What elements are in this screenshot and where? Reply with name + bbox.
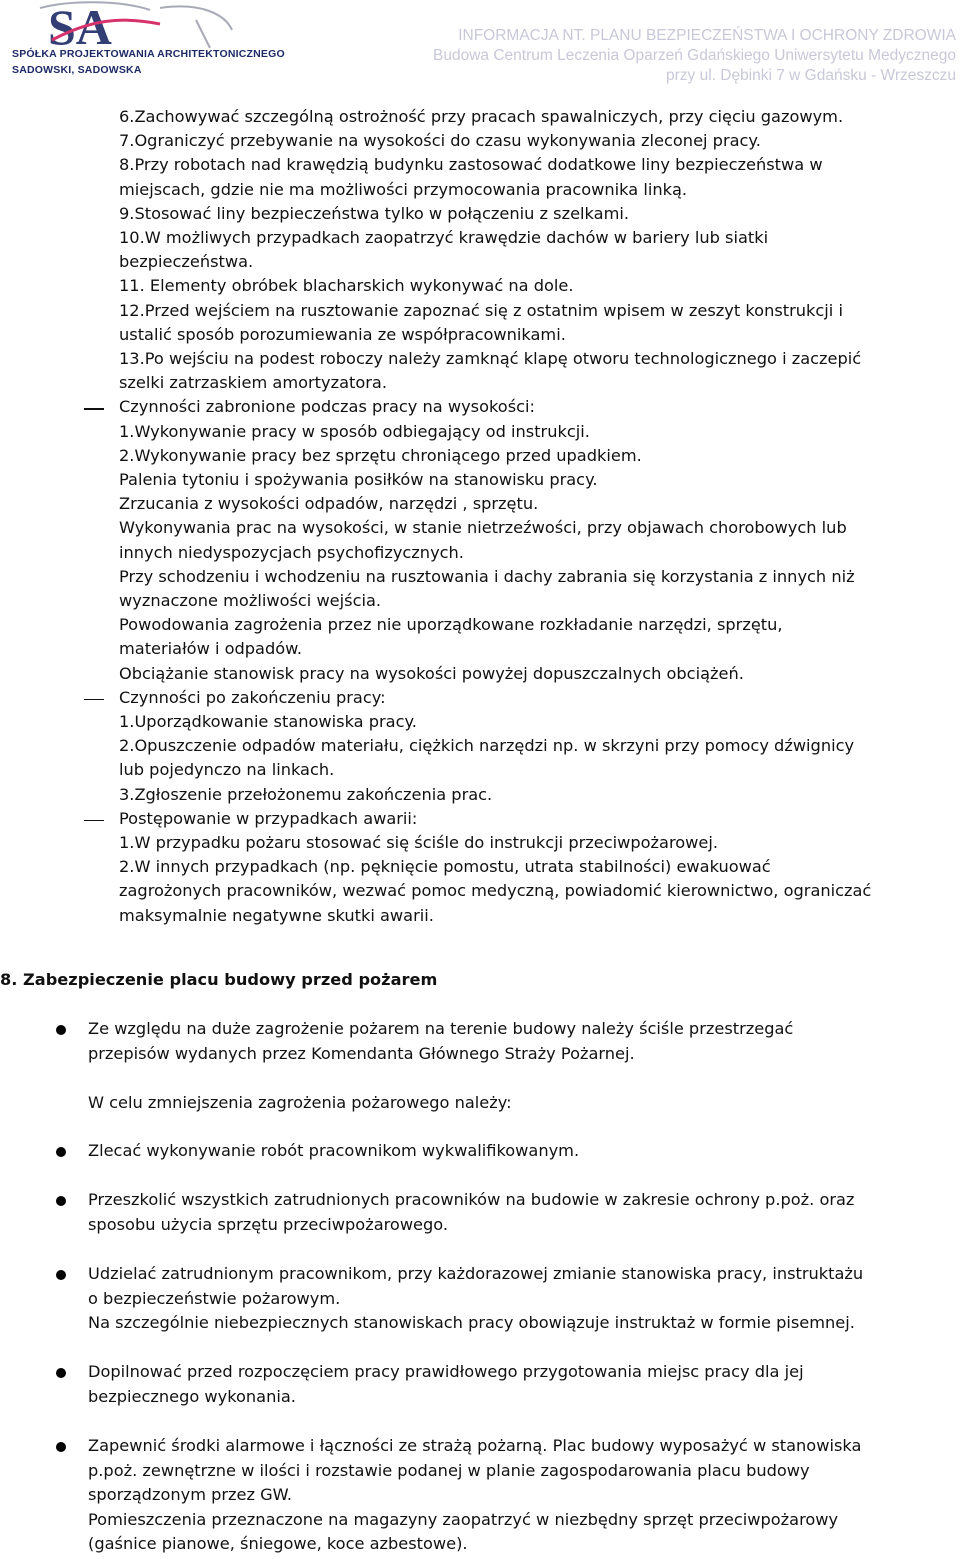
fire-bullet-6-line-3: sporządzonym przez GW. [88,1485,292,1504]
bullet-6-icon [56,1442,66,1452]
fire-bullet-4-line-2: o bezpieczeństwie pożarowym. [88,1288,341,1308]
logo-mark-icon [0,0,240,50]
forbidden-item-6-line-1: Przy schodzeniu i wchodzeniu na rusztowania i dachy zabrania się korzystania z innych niż [119,566,855,586]
rule-2-line-1: 7.Ograniczyć przebywanie na wysokości do czasu wykonywania zleconej pracy. [119,131,761,151]
rule-6-line-1: 11. Elementy obróbek blacharskich wykonywać na dole. [119,276,574,296]
forbidden-heading: Czynności zabronione podczas pracy na wysokości: [119,397,535,417]
forbidden-item-5-line-1: Wykonywania prac na wysokości, w stanie nietrzeźwości, przy objawach chorobowych lub [119,518,847,538]
after-work-heading: Czynności po zakończeniu pracy: [119,687,386,707]
fire-bullet-6-line-5: (gaśnice pianowe, śniegowe, koce azbestowe). [88,1534,468,1553]
logo-company-name: SPÓŁKA PROJEKTOWANIA ARCHITEKTONICZNEGO [12,48,285,60]
fire-bullet-4-line-3: Na szczególnie niebezpiecznych stanowiskach pracy obowiązuje instruktaż w formie pisemnej. [88,1313,855,1332]
bullet-4-icon [56,1270,66,1280]
bullet-1-icon [56,1025,66,1035]
rule-1-line-1: 6.Zachowywać szczególną ostrożność przy pracach spawalniczych, przy cięciu gazowym. [119,107,844,126]
forbidden-item-7-line-2: materiałów i odpadów. [119,639,303,659]
forbidden-item-1-line-1: 1.Wykonywanie pracy w sposób odbiegający od instrukcji. [119,421,590,441]
rule-4-line-1: 9.Stosować liny bezpieczeństwa tylko w połączeniu z szelkami. [119,203,629,223]
bullet-3-icon [56,1196,66,1206]
fire-bullet-1-line-1: Ze względu na duże zagrożenie pożarem na terenie budowy należy ściśle przestrzegać [88,1019,794,1038]
rule-3-line-1: 8.Przy robotach nad krawędzią budynku zastosować dodatkowe liny bezpieczeństwa w [119,155,823,175]
rule-8-line-2: szelki zatrzaskiem amortyzatora. [119,373,387,393]
after-work-dash-icon [84,699,104,701]
fire-bullet-5-line-2: bezpiecznego wykonania. [88,1386,296,1406]
fire-bullet-5-line-1: Dopilnować przed rozpoczęciem pracy prawidłowego przygotowania miejsc pracy dla jej [88,1362,804,1381]
forbidden-item-4-line-1: Zrzucania z wysokości odpadów, narzędzi , sprzętu. [119,494,539,514]
fire-bullet-6-line-2: p.poż. zewnętrzne w ilości i rozstawie podanej w planie zagospodarowania placu budowy [88,1460,810,1480]
forbidden-item-5-line-2: innych niedyspozycjach psychofizycznych. [119,542,464,562]
company-logo [0,0,285,86]
bullet-2-icon [56,1147,66,1157]
forbidden-item-3-line-1: Palenia tytoniu i spożywania posiłków na stanowisku pracy. [119,470,598,489]
fire-bullet-2-line-1: Zlecać wykonywanie robót pracownikom wykwalifikowanym. [88,1141,580,1160]
forbidden-item-8-line-1: Obciążanie stanowisk pracy na wysokości powyżej dopuszczalnych obciążeń. [119,663,744,683]
forbidden-dash-icon [84,408,104,410]
after-work-item-3-line-1: 3.Zgłoszenie przełożonemu zakończenia prac. [119,784,493,804]
logo-owners: SADOWSKI, SADOWSKA [12,64,142,76]
section-8-title: 8. Zabezpieczenie placu budowy przed pożarem [0,970,438,989]
forbidden-item-6-line-2: wyznaczone możliwości wejścia. [119,591,382,610]
rule-3-line-2: miejscach, gdzie nie ma możliwości przymocowania pracownika linką. [119,179,688,199]
forbidden-item-7-line-1: Powodowania zagrożenia przez nie uporządkowane rozkładanie narzędzi, sprzętu, [119,615,783,635]
fire-bullet-4-line-1: Udzielać zatrudnionym pracownikom, przy każdorazowej zmianie stanowiska pracy, instruktażu [88,1264,864,1283]
rule-7-line-2: ustalić sposób porozumiewania ze współpracownikami. [119,324,566,344]
svg-text:SA: SA [48,0,112,50]
emergency-item-2-line-1: 2.W innych przypadkach (np. pęknięcie pomostu, utrata stabilności) ewakuować [119,857,771,877]
fire-bullet-1-line-2: przepisów wydanych przez Komendanta Głównego Straży Pożarnej. [88,1043,635,1063]
fire-bullet-6-line-1: Zapewnić środki alarmowe i łączności ze strażą pożarną. Plac budowy wyposażyć w stanowiska [88,1436,862,1455]
after-work-item-2-line-2: lub pojedynczo na linkach. [119,760,335,780]
rule-5-line-2: bezpieczeństwa. [119,252,254,272]
header-project: Budowa Centrum Leczenia Oparzeń Gdańskiego Uniwersytetu Medycznego [433,47,956,64]
emergency-dash-icon [84,820,104,822]
emergency-item-1-line-1: 1.W przypadku pożaru stosować się ściśle do instrukcji przeciwpożarowej. [119,833,718,852]
after-work-item-1-line-1: 1.Uporządkowanie stanowiska pracy. [119,712,417,731]
fire-bullet-3-line-1: Przeszkolić wszystkich zatrudnionych pracowników na budowie w zakresie ochrony p.poż. oraz [88,1190,855,1209]
forbidden-item-2-line-1: 2.Wykonywanie pracy bez sprzętu chroniącego przed upadkiem. [119,445,642,465]
fire-note: W celu zmniejszenia zagrożenia pożarowego należy: [88,1093,512,1112]
header-address: przy ul. Dębinki 7 w Gdańsku - Wrzeszczu [665,67,956,84]
rule-8-line-1: 13.Po wejściu na podest roboczy należy zamknąć klapę otworu technologicznego i zaczepić [119,349,862,368]
document-header [433,26,956,86]
bullet-5-icon [56,1368,66,1378]
after-work-item-2-line-1: 2.Opuszczenie odpadów materiału, ciężkich narzędzi np. w skrzyni przy pomocy dźwignicy [119,736,855,756]
fire-bullet-3-line-2: sposobu użycia sprzętu przeciwpożarowego. [88,1214,449,1234]
emergency-item-2-line-2: zagrożonych pracowników, wezwać pomoc medyczną, powiadomić kierownictwo, ograniczać [119,881,872,901]
header-title: INFORMACJA NT. PLANU BEZPIECZEŃSTWA I OCHRONY ZDROWIA [458,27,956,44]
rule-7-line-1: 12.Przed wejściem na rusztowanie zapoznać się z ostatnim wpisem w zeszyt konstrukcji i [119,300,843,320]
fire-bullet-6-line-4: Pomieszczenia przeznaczone na magazyny zaopatrzyć w niezbędny sprzęt przeciwpożarowy [88,1509,839,1529]
emergency-heading: Postępowanie w przypadkach awarii: [119,808,418,828]
emergency-item-2-line-3: maksymalnie negatywne skutki awarii. [119,905,434,925]
rule-5-line-1: 10.W możliwych przypadkach zaopatrzyć krawędzie dachów w bariery lub siatki [119,228,769,247]
